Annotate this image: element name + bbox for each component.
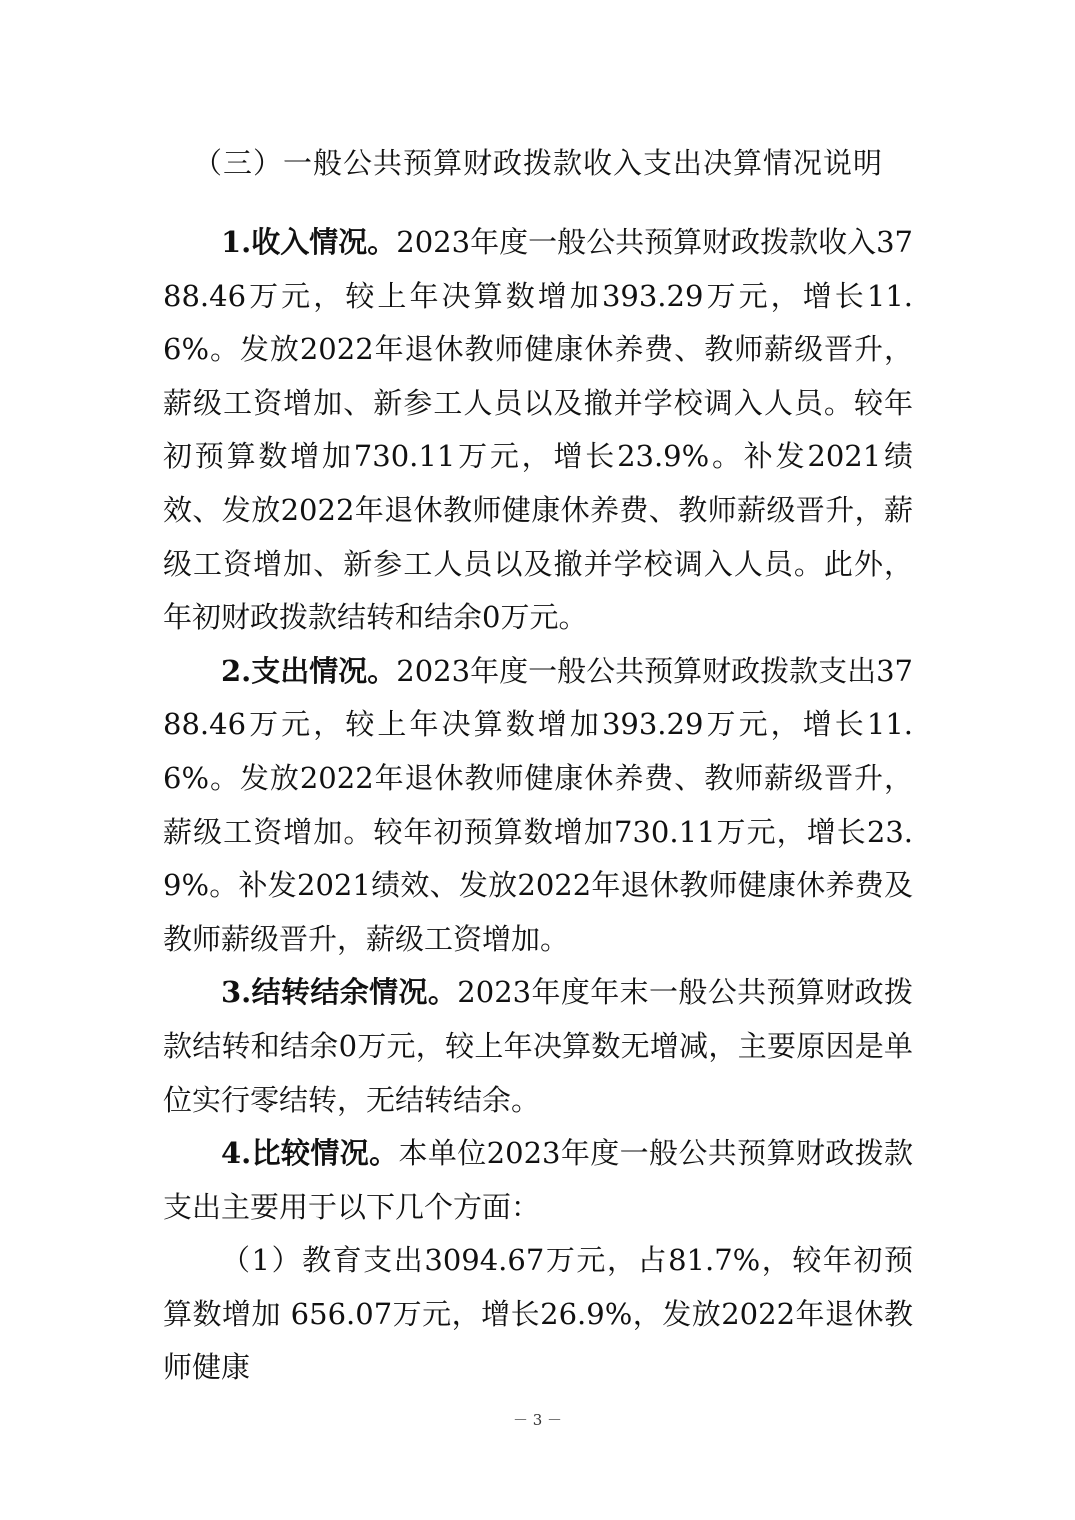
paragraph-lead: 1.收入情况。: [221, 225, 397, 259]
paragraph-comparison: [163, 1127, 913, 1234]
paragraph-expenditure: [163, 645, 913, 967]
paragraph-text: （1）教育支出3094.67万元，占81.7%，较年初预算数增加 656.07万元，增长26.9%，发放2022年退休教师健康: [163, 1243, 913, 1385]
paragraph-text: 2023年度一般公共预算财政拨款收入3788.46万元，较上年决算数增加393.29万元，增长11.6%。发放2022年退休教师健康休养费、教师薪级晋升，薪级工资增加、新参工人员以及撤并学校调入人员。较年初预算数增加730.11万元，增长23.9%。补发2021绩效、发放2022年退休教师健康休养费、教师薪级晋升，薪级工资增加、新参工人员以及撤并学校调入人员。此外，年初财政拨款结转和结余0万元。: [163, 225, 913, 635]
body-text: [163, 216, 913, 1395]
paragraph-balance: [163, 966, 913, 1127]
paragraph-education-expense: [163, 1234, 913, 1395]
paragraph-lead: 2.支出情况。: [221, 653, 397, 688]
page-number: － 3 －: [512, 1411, 563, 1429]
paragraph-income: [163, 216, 913, 645]
paragraph-text: 2023年度年末一般公共预算财政拨款结转和结余0万元，较上年决算数无增减，主要原因是单位实行零结转，无结转结余。: [163, 975, 913, 1117]
paragraph-lead: 4.比较情况。: [221, 1136, 399, 1171]
paragraph-text: 本单位2023年度一般公共预算财政拨款支出主要用于以下几个方面：: [163, 1136, 913, 1224]
section-title: （三）一般公共预算财政拨款收入支出决算情况说明: [192, 146, 883, 180]
paragraph-text: 2023年度一般公共预算财政拨款支出3788.46万元，较上年决算数增加393.29万元，增长11.6%。发放2022年退休教师健康休养费、教师薪级晋升，薪级工资增加。较年初预算数增加730.11万元，增长23.9%。补发2021绩效、发放2022年退休教师健康休养费及教师薪级晋升，薪级工资增加。: [163, 653, 913, 956]
paragraph-lead: 3.结转结余情况。: [221, 975, 458, 1010]
